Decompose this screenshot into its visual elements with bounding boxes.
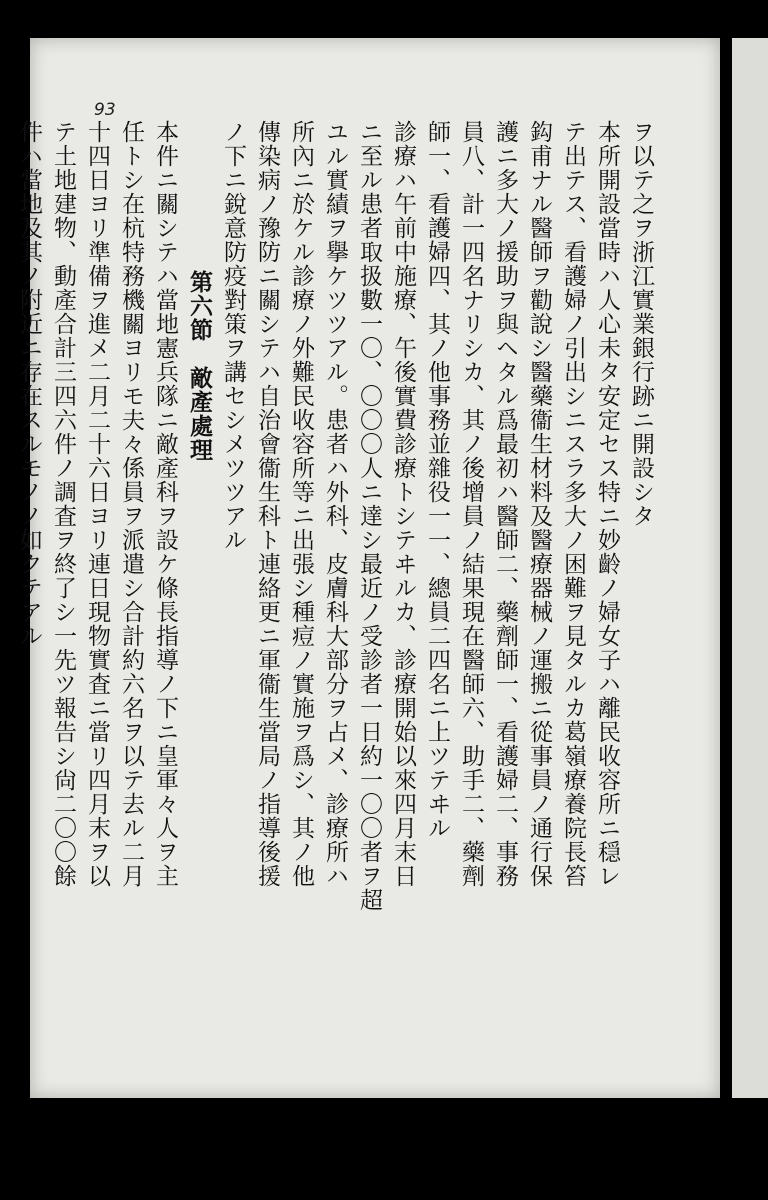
- text-column: ユル實績ヲ擧ケツツアル。患者ハ外科、皮膚科大部分ヲ占メ、診療所ハ: [322, 120, 348, 888]
- text-column: テ出テス、看護婦ノ引出シニスラ多大ノ困難ヲ見タルカ葛嶺療養院長笞: [560, 120, 586, 888]
- text-column: 本所開設當時ハ人心未タ安定セス特ニ妙齡ノ婦女子ハ離民收容所ニ穏レ: [594, 120, 620, 888]
- text-column: 護ニ多大ノ援助ヲ與ヘタル爲最初ハ醫師二、藥劑師一、看護婦二、事務: [492, 120, 518, 888]
- text-column: 診療ハ午前中施療、午後實費診療トシテヰルカ、診療開始以來四月末日: [390, 120, 416, 888]
- text-column: 傳染病ノ豫防ニ關シテハ自治會衞生科ト連絡更ニ軍衞生當局ノ指導後援: [254, 120, 280, 888]
- text-column: 所內ニ於ケル診療ノ外難民收容所等ニ出張シ種痘ノ實施ヲ爲シ、其ノ他: [288, 120, 314, 888]
- text-column: 員八、計一四名ナリシカ、其ノ後增員ノ結果現在醫師六、助手二、藥劑: [458, 120, 484, 888]
- next-page-edge: [732, 38, 768, 1098]
- text-column: ニ至ル患者取扱數一〇、〇〇〇人ニ達シ最近ノ受診者一日約一〇〇者ヲ超: [356, 120, 382, 912]
- section-heading: 第六節 敵產處理: [186, 270, 213, 462]
- text-column: 師一、看護婦四、其ノ他事務並雜役一一、總員二四名ニ上ツテヰル: [424, 120, 450, 840]
- text-column: 鈎甫ナル醫師ヲ勸說シ醫藥衞生材料及醫療器械ノ運搬ニ從事員ノ通行保: [526, 120, 552, 888]
- text-column: 十四日ヨリ準備ヲ進メ二月二十六日ヨリ連日現物實査ニ當リ四月末ヲ以: [84, 120, 110, 888]
- text-column: ノ下ニ銳意防疫對策ヲ講セシメツツアル: [220, 120, 246, 552]
- text-column: ヲ以テ之ヲ浙江實業銀行跡ニ開設シタ: [628, 120, 654, 528]
- text-column: テ土地建物、動產合計三四六件ノ調査ヲ終了シ一先ツ報告シ尙二〇〇餘: [50, 120, 76, 888]
- page-number: 93: [94, 100, 116, 120]
- text-column: 本件ニ關シテハ當地憲兵隊ニ敵產科ヲ設ケ條長指導ノ下ニ皇軍々人ヲ主: [152, 120, 178, 888]
- text-column: 件ハ當地及其ノ附近ニ存在スルモノノ如クテアル: [16, 120, 42, 648]
- text-column: 任トシ在杭特務機關ヨリモ夫々係員ヲ派遣シ合計約六名ヲ以テ去ル二月: [118, 120, 144, 888]
